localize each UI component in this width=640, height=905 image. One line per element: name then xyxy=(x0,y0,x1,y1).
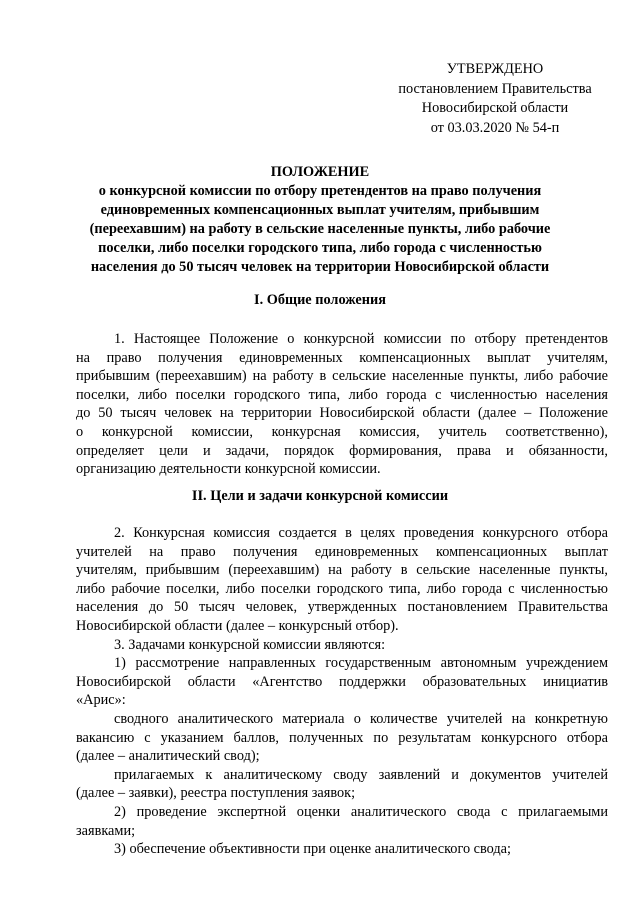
text-line: до 50 тысяч человек на территории Новосибирской области (далее – Положение xyxy=(76,405,608,422)
text-line: «Арис»: xyxy=(76,692,126,709)
text-line: либо рабочие поселки, либо поселки городского типа, либо города с численностью xyxy=(76,580,608,597)
text-line: определяет цели и задачи, порядок формирования, права и обязанности, xyxy=(76,442,608,459)
text-line: 2. Конкурсная комиссия создается в целях проведения конкурсного отбора xyxy=(114,525,608,541)
text-line: населения до 50 тысяч человек, утвержденных постановлением Правительства xyxy=(76,599,608,616)
text-line: (далее – заявки), реестра поступления заявок; xyxy=(76,785,356,802)
text-line: о конкурсной комиссии, конкурсная комиссия, учитель соответственно), xyxy=(76,423,608,440)
text-line: поселки, либо поселки городского типа, либо города с численностью населения xyxy=(76,386,608,403)
text-line: 1) рассмотрение направленных государственным автономным учреждением xyxy=(114,655,608,672)
text-line: 1. Настоящее Положение о конкурсной комиссии по отбору претендентов xyxy=(114,331,608,347)
text-line: учителей на право получения единовременных компенсационных выплат xyxy=(76,543,608,560)
text-line: 3) обеспечение объективности при оценке аналитического свода; xyxy=(114,841,511,858)
paragraph-1 xyxy=(76,330,608,479)
title-line: населения до 50 тысяч человек на территории Новосибирской области xyxy=(90,259,550,275)
text-line: 2) проведение экспертной оценки аналитического свода с прилагаемыми xyxy=(114,803,608,820)
text-line: вакансию с указанием баллов, полученных по результатам конкурсного отбора xyxy=(76,729,608,746)
title-heading: ПОЛОЖЕНИЕ xyxy=(270,164,370,180)
document-title xyxy=(80,163,560,277)
approval-date-number: от 03.03.2020 № 54-п xyxy=(430,119,560,136)
text-line: Новосибирской области «Агентство поддержки образовательных инициатив xyxy=(76,673,608,690)
approval-stamp xyxy=(395,60,595,138)
section-heading-general: I. Общие положения xyxy=(254,292,386,308)
title-line: о конкурсной комиссии по отбору претендентов на право получения xyxy=(98,183,542,199)
text-line: 3. Задачами конкурсной комиссии являются: xyxy=(114,636,386,653)
text-line: Новосибирской области (далее – конкурсный отбор). xyxy=(76,617,399,634)
text-line: (далее – аналитический свод); xyxy=(76,748,260,765)
approval-region: Новосибирской области xyxy=(421,100,569,116)
text-line: сводного аналитического материала о количестве учителей на конкретную xyxy=(114,710,608,727)
text-line: организацию деятельности конкурсной комиссии. xyxy=(76,461,381,478)
approval-word: УТВЕРЖДЕНО xyxy=(446,61,544,77)
title-line: поселки, либо поселки городского типа, либо города с численностью xyxy=(98,240,542,256)
title-line: (переехавшим) на работу в сельские населенные пункты, либо рабочие xyxy=(89,221,551,237)
text-line: учителям, прибывшим (переехавшим) на работу в сельские населенные пункты, xyxy=(76,562,608,579)
approval-by: постановлением Правительства xyxy=(398,80,592,97)
text-line: прибывшим (переехавшим) на работу в сельские населенные пункты, либо рабочие xyxy=(76,368,608,385)
title-line: единовременных компенсационных выплат учителям, прибывшим xyxy=(100,202,540,218)
paragraph-2 xyxy=(76,524,608,859)
text-line: на право получения единовременных компенсационных выплат учителям, xyxy=(76,349,608,366)
section-heading-goals: II. Цели и задачи конкурсной комиссии xyxy=(191,488,449,504)
text-line: заявками; xyxy=(76,822,136,839)
text-line: прилагаемых к аналитическому своду заявлений и документов учителей xyxy=(114,766,608,783)
